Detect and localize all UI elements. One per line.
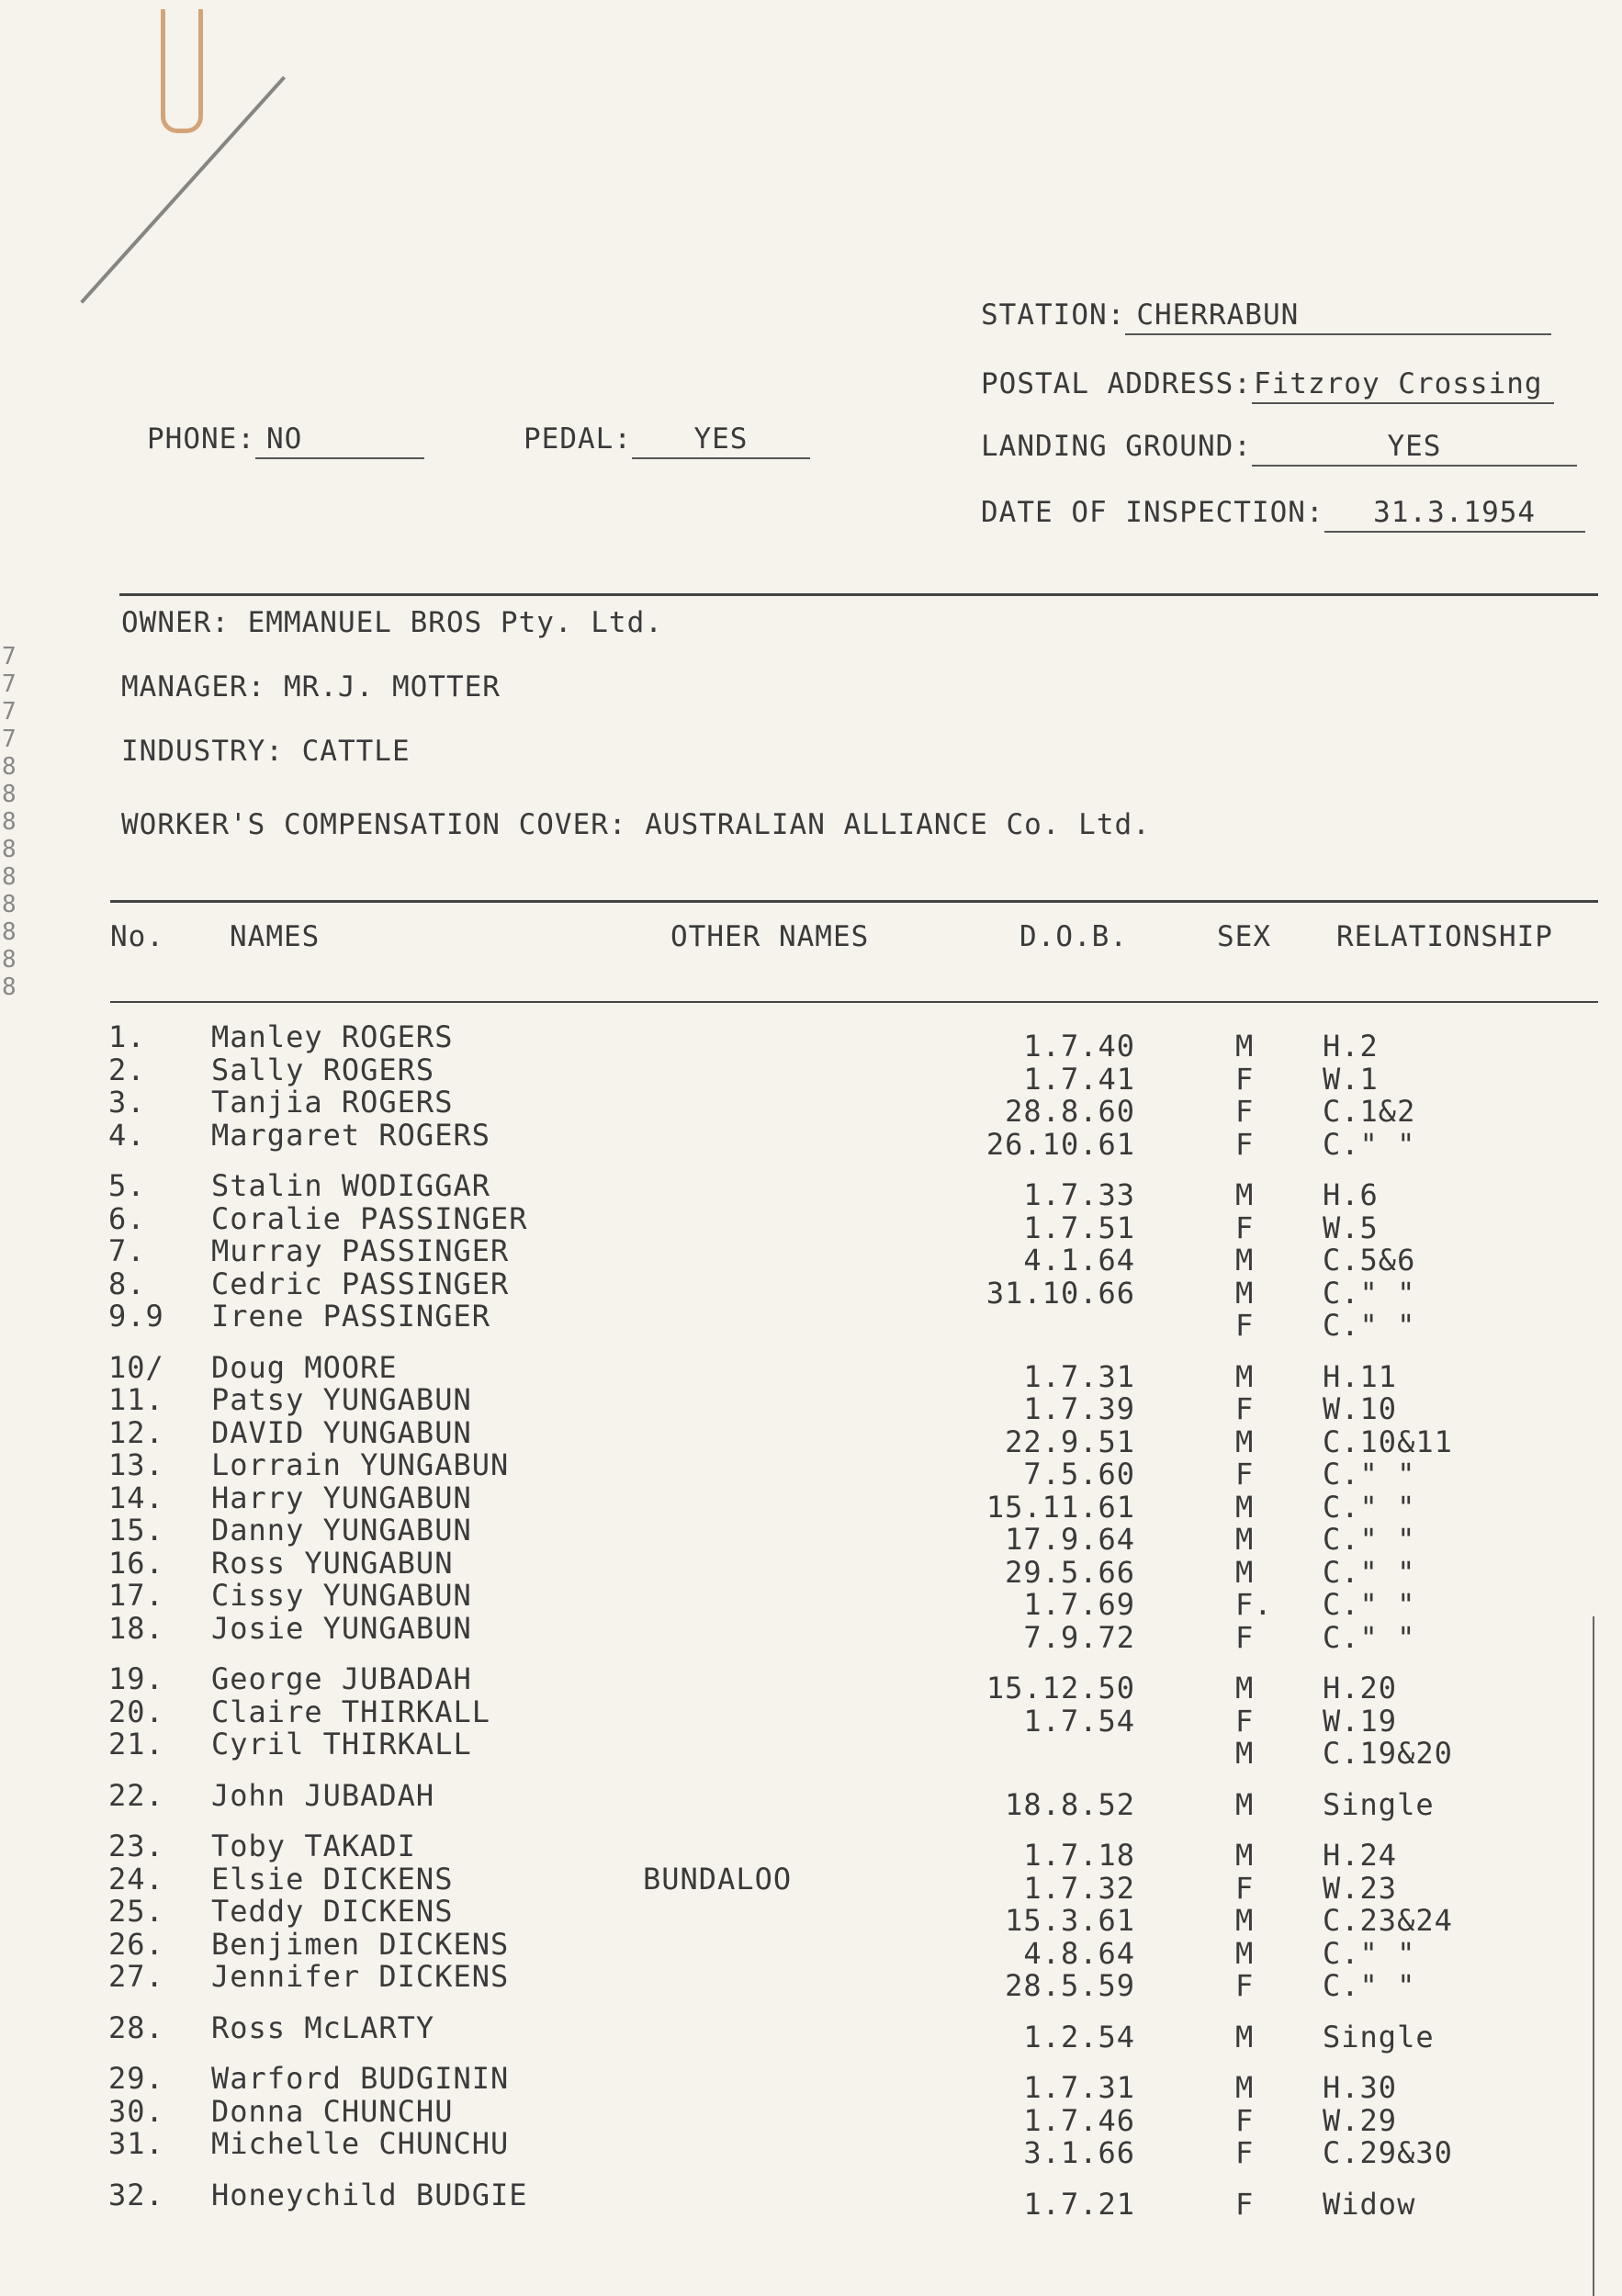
- table-header-rule: [110, 1001, 1598, 1003]
- table-row: [0, 1777, 1622, 1822]
- pedal-field: [524, 422, 810, 459]
- row-number: 16.: [108, 1545, 164, 1581]
- date-of-birth: 1.7.33: [1023, 1177, 1135, 1212]
- compensation-line: WORKER'S COMPENSATION COVER: AUSTRALIAN ALLIANCE Co. Ltd.: [121, 808, 1151, 841]
- sex: M: [1235, 2070, 1255, 2105]
- person-name: Danny YUNGABUN: [211, 1513, 472, 1548]
- relationship: C.1&2: [1323, 1094, 1416, 1129]
- landing-ground-value: YES: [1252, 430, 1577, 467]
- owner-line: OWNER: EMMANUEL BROS Pty. Ltd.: [121, 606, 663, 639]
- date-of-birth: 1.7.41: [1023, 1061, 1135, 1097]
- table-row: [0, 1414, 1622, 1459]
- sex: M: [1235, 1358, 1255, 1394]
- person-name: Toby TAKADI: [211, 1829, 416, 1863]
- person-name: Irene PASSINGER: [211, 1299, 490, 1334]
- person-name: Benjimen DICKENS: [211, 1926, 510, 1962]
- date-of-birth: 4.1.64: [1023, 1243, 1135, 1277]
- person-name: Cedric PASSINGER: [211, 1266, 510, 1301]
- relationship: C." ": [1323, 1619, 1416, 1655]
- date-of-birth: 1.7.39: [1023, 1391, 1135, 1426]
- table-row: [0, 2177, 1622, 2222]
- relationship: H.30: [1323, 2070, 1398, 2105]
- col-header-names: NAMES: [230, 920, 321, 953]
- table-row: [0, 1266, 1622, 1311]
- relationship: W.29: [1323, 2102, 1398, 2138]
- pedal-label: PEDAL:: [524, 422, 632, 456]
- row-number: 29.: [108, 2061, 164, 2096]
- table-top-rule: [110, 900, 1598, 903]
- table-row: [0, 1117, 1622, 1162]
- margin-mark: 8: [2, 836, 17, 863]
- table-row: [0, 1085, 1622, 1129]
- date-of-birth: 15.3.61: [1005, 1903, 1135, 1938]
- table-row: [0, 1894, 1622, 1938]
- other-name: BUNDALOO: [643, 1861, 793, 1896]
- date-of-birth: 7.9.72: [1023, 1619, 1135, 1655]
- relationship: H.20: [1323, 1671, 1398, 1705]
- table-row: [0, 1052, 1622, 1097]
- table-row: [0, 1545, 1622, 1590]
- sex: M: [1235, 1671, 1255, 1705]
- sex: M: [1235, 1522, 1255, 1557]
- person-name: Harry YUNGABUN: [211, 1480, 472, 1515]
- industry-line: INDUSTRY: CATTLE: [121, 735, 411, 768]
- sex: M: [1235, 1275, 1255, 1311]
- row-number: 18.: [108, 1610, 164, 1646]
- relationship: C.5&6: [1323, 1243, 1416, 1277]
- person-name: Cyril THIRKALL: [211, 1727, 472, 1761]
- pedal-value: YES: [632, 422, 810, 459]
- margin-mark: 7: [2, 643, 17, 670]
- relationship: C.23&24: [1323, 1903, 1453, 1938]
- sex: F: [1235, 1457, 1255, 1491]
- date-of-birth: 4.8.64: [1023, 1935, 1135, 1971]
- sex: F: [1235, 2135, 1255, 2170]
- sex: F: [1235, 2186, 1255, 2222]
- table-row: [0, 1480, 1622, 1525]
- date-of-birth: 1.2.54: [1023, 2019, 1135, 2054]
- margin-mark: 8: [2, 891, 17, 918]
- sex: F: [1235, 1968, 1255, 2003]
- header-divider: [119, 593, 1598, 596]
- sex: F: [1235, 1391, 1255, 1426]
- relationship: Single: [1323, 2019, 1435, 2054]
- relationship: Widow: [1323, 2186, 1416, 2222]
- row-number: 8.: [108, 1266, 146, 1301]
- person-name: John JUBADAH: [211, 1777, 435, 1813]
- person-name: Honeychild BUDGIE: [211, 2177, 528, 2212]
- date-of-birth: 1.7.31: [1023, 2070, 1135, 2105]
- date-of-birth: 1.7.31: [1023, 1358, 1135, 1394]
- table-row: [0, 1168, 1622, 1212]
- person-name: Jennifer DICKENS: [211, 1959, 510, 1994]
- table-row: [0, 1959, 1622, 2003]
- person-name: Teddy DICKENS: [211, 1894, 454, 1929]
- table-row: [0, 1349, 1622, 1394]
- sex: F: [1235, 2102, 1255, 2138]
- relationship: C." ": [1323, 1275, 1416, 1311]
- row-number: 15.: [108, 1513, 164, 1548]
- sex: M: [1235, 1786, 1255, 1822]
- sex: F: [1235, 1210, 1255, 1245]
- sex: M: [1235, 1903, 1255, 1938]
- table-row: [0, 1233, 1622, 1277]
- person-name: Michelle CHUNCHU: [211, 2126, 510, 2161]
- row-number: 9.9: [108, 1299, 164, 1334]
- relationship: C." ": [1323, 1554, 1416, 1590]
- row-number: 13.: [108, 1447, 164, 1482]
- row-number: 23.: [108, 1829, 164, 1863]
- postal-address-label: POSTAL ADDRESS:: [981, 367, 1252, 400]
- table-row: [0, 2009, 1622, 2054]
- staple-mark: [161, 9, 203, 133]
- date-of-birth: 7.5.60: [1023, 1457, 1135, 1491]
- phone-value: NO: [255, 422, 424, 459]
- relationship: C." ": [1323, 1457, 1416, 1491]
- row-number: 12.: [108, 1414, 164, 1450]
- margin-mark: 8: [2, 863, 17, 891]
- margin-mark: 7: [2, 698, 17, 726]
- relationship: C." ": [1323, 1935, 1416, 1971]
- row-number: 28.: [108, 2009, 164, 2045]
- sex: F: [1235, 1061, 1255, 1097]
- person-name: Stalin WODIGGAR: [211, 1168, 490, 1203]
- date-of-birth: 3.1.66: [1023, 2135, 1135, 2170]
- row-number: 17.: [108, 1578, 164, 1613]
- row-number: 24.: [108, 1861, 164, 1896]
- row-number: 26.: [108, 1926, 164, 1962]
- date-of-birth: 1.7.54: [1023, 1703, 1135, 1739]
- row-number: 22.: [108, 1777, 164, 1813]
- table-row: [0, 1661, 1622, 1705]
- relationship: H.6: [1323, 1177, 1379, 1212]
- sex: F: [1235, 1094, 1255, 1129]
- table-row: [0, 1578, 1622, 1622]
- relationship: C." ": [1323, 1587, 1416, 1622]
- date-of-birth: 1.7.32: [1023, 1870, 1135, 1906]
- date-of-birth: 28.5.59: [1005, 1968, 1135, 2003]
- row-number: 21.: [108, 1727, 164, 1761]
- sex: M: [1235, 1177, 1255, 1212]
- relationship: W.19: [1323, 1703, 1398, 1739]
- row-number: 2.: [108, 1052, 146, 1087]
- person-name: Claire THIRKALL: [211, 1694, 490, 1729]
- table-row: [0, 1382, 1622, 1426]
- phone-field: [147, 422, 424, 459]
- margin-mark: 8: [2, 753, 17, 781]
- person-name: Donna CHUNCHU: [211, 2093, 454, 2129]
- sex: F: [1235, 1619, 1255, 1655]
- postal-address-field: [981, 367, 1554, 404]
- page-edge-line: [1593, 1616, 1594, 2296]
- person-name: Sally ROGERS: [211, 1052, 435, 1087]
- relationship: Single: [1323, 1786, 1435, 1822]
- manager-line: MANAGER: MR.J. MOTTER: [121, 670, 501, 703]
- date-of-birth: 15.11.61: [986, 1489, 1135, 1525]
- sex: F: [1235, 1870, 1255, 1906]
- date-of-birth: 28.8.60: [1005, 1094, 1135, 1129]
- person-name: Tanjia ROGERS: [211, 1085, 454, 1120]
- sex: M: [1235, 1029, 1255, 1064]
- table-row: [0, 1447, 1622, 1491]
- postal-address-value: Fitzroy Crossing: [1252, 367, 1554, 404]
- table-row: [0, 1299, 1622, 1343]
- date-of-birth: 1.7.40: [1023, 1029, 1135, 1064]
- table-row: [0, 1513, 1622, 1557]
- relationship: C.29&30: [1323, 2135, 1453, 2170]
- date-of-birth: 1.7.46: [1023, 2102, 1135, 2138]
- sex: M: [1235, 1243, 1255, 1277]
- date-of-birth: 17.9.64: [1005, 1522, 1135, 1557]
- station-field: [981, 298, 1551, 335]
- relationship: H.24: [1323, 1838, 1398, 1873]
- relationship: C.19&20: [1323, 1736, 1453, 1771]
- relationship: W.5: [1323, 1210, 1379, 1245]
- table-row: [0, 2126, 1622, 2170]
- person-name: George JUBADAH: [211, 1661, 472, 1696]
- date-of-birth: 22.9.51: [1005, 1424, 1135, 1459]
- sex: F: [1235, 1703, 1255, 1739]
- row-number: 5.: [108, 1168, 146, 1203]
- relationship: C." ": [1323, 1968, 1416, 2003]
- date-of-birth: 1.7.51: [1023, 1210, 1135, 1245]
- margin-mark: 7: [2, 726, 17, 753]
- person-name: Murray PASSINGER: [211, 1233, 510, 1268]
- relationship: H.2: [1323, 1029, 1379, 1064]
- person-name: Ross McLARTY: [211, 2009, 435, 2045]
- person-name: Doug MOORE: [211, 1349, 398, 1385]
- relationship: W.10: [1323, 1391, 1398, 1426]
- relationship: H.11: [1323, 1358, 1398, 1394]
- inspection-date-field: [981, 496, 1585, 533]
- table-row: [0, 2093, 1622, 2138]
- row-number: 11.: [108, 1382, 164, 1417]
- table-row: [0, 1829, 1622, 1873]
- landing-ground-field: [981, 430, 1577, 467]
- sex: M: [1235, 1489, 1255, 1525]
- table-row: [0, 2061, 1622, 2105]
- table-row: [0, 1019, 1622, 1064]
- relationship: C." ": [1323, 1489, 1416, 1525]
- inspection-date-value: 31.3.1954: [1324, 496, 1585, 533]
- person-name: Margaret ROGERS: [211, 1117, 490, 1153]
- table-row: [0, 1861, 1622, 1906]
- col-header-dob: D.O.B.: [1019, 920, 1128, 953]
- margin-mark: 8: [2, 918, 17, 946]
- sex: F: [1235, 1308, 1255, 1343]
- station-value: CHERRABUN: [1125, 298, 1551, 335]
- table-row: [0, 1926, 1622, 1971]
- person-name: Coralie PASSINGER: [211, 1200, 528, 1236]
- person-name: Ross YUNGABUN: [211, 1545, 454, 1581]
- station-label: STATION:: [981, 298, 1126, 332]
- person-name: Cissy YUNGABUN: [211, 1578, 472, 1613]
- row-number: 30.: [108, 2093, 164, 2129]
- inspection-date-label: DATE OF INSPECTION:: [981, 496, 1324, 529]
- relationship: C." ": [1323, 1522, 1416, 1557]
- sex: M: [1235, 1554, 1255, 1590]
- date-of-birth: 18.8.52: [1005, 1786, 1135, 1822]
- col-header-sex: SEX: [1217, 920, 1271, 953]
- sex: M: [1235, 1838, 1255, 1873]
- row-number: 25.: [108, 1894, 164, 1929]
- person-name: Warford BUDGININ: [211, 2061, 510, 2096]
- date-of-birth: 1.7.18: [1023, 1838, 1135, 1873]
- date-of-birth: 31.10.66: [986, 1275, 1135, 1311]
- margin-mark: 8: [2, 946, 17, 974]
- date-of-birth: 26.10.61: [986, 1126, 1135, 1162]
- row-number: 31.: [108, 2126, 164, 2161]
- landing-ground-label: LANDING GROUND:: [981, 430, 1252, 463]
- date-of-birth: 29.5.66: [1005, 1554, 1135, 1590]
- row-number: 7.: [108, 1233, 146, 1268]
- table-row: [0, 1610, 1622, 1655]
- person-name: Elsie DICKENS: [211, 1861, 454, 1896]
- date-of-birth: 1.7.69: [1023, 1587, 1135, 1622]
- margin-mark: 7: [2, 670, 17, 698]
- person-name: DAVID YUNGABUN: [211, 1414, 472, 1450]
- row-number: 20.: [108, 1694, 164, 1729]
- row-number: 6.: [108, 1200, 146, 1236]
- col-header-other-names: OTHER NAMES: [670, 920, 870, 953]
- col-header-relationship: RELATIONSHIP: [1336, 920, 1553, 953]
- row-number: 19.: [108, 1661, 164, 1696]
- sex: M: [1235, 1424, 1255, 1459]
- sex: F: [1235, 1126, 1255, 1162]
- row-number: 27.: [108, 1959, 164, 1994]
- table-row: [0, 1727, 1622, 1771]
- relationship: C." ": [1323, 1308, 1416, 1343]
- row-number: 3.: [108, 1085, 146, 1120]
- relationship: C.10&11: [1323, 1424, 1453, 1459]
- relationship: W.23: [1323, 1870, 1398, 1906]
- row-number: 10/: [108, 1349, 164, 1385]
- margin-mark: 8: [2, 974, 17, 1001]
- table-row: [0, 1200, 1622, 1245]
- date-of-birth: 15.12.50: [986, 1671, 1135, 1705]
- person-name: Josie YUNGABUN: [211, 1610, 472, 1646]
- margin-mark: 8: [2, 808, 17, 836]
- phone-label: PHONE:: [147, 422, 255, 456]
- row-number: 14.: [108, 1480, 164, 1515]
- relationship: C." ": [1323, 1126, 1416, 1162]
- date-of-birth: 1.7.21: [1023, 2186, 1135, 2222]
- sex: M: [1235, 1736, 1255, 1771]
- row-number: 4.: [108, 1117, 146, 1153]
- person-name: Patsy YUNGABUN: [211, 1382, 472, 1417]
- sex: M: [1235, 1935, 1255, 1971]
- person-name: Lorrain YUNGABUN: [211, 1447, 510, 1482]
- relationship: W.1: [1323, 1061, 1379, 1097]
- sex: F.: [1235, 1587, 1273, 1622]
- sex: M: [1235, 2019, 1255, 2054]
- row-number: 1.: [108, 1019, 146, 1054]
- margin-mark: 8: [2, 781, 17, 808]
- row-number: 32.: [108, 2177, 164, 2212]
- col-header-no: No.: [110, 920, 164, 953]
- table-row: [0, 1694, 1622, 1739]
- margin-marks: [2, 643, 28, 1001]
- person-name: Manley ROGERS: [211, 1019, 454, 1054]
